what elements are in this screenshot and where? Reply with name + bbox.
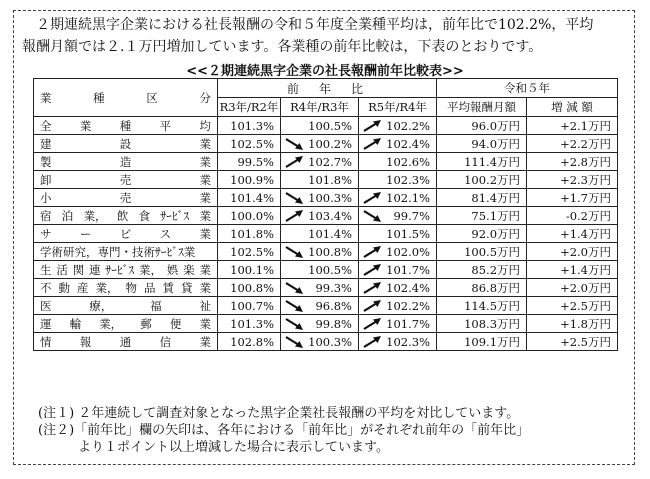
- category-part: サ: [40, 226, 52, 241]
- category-part: 活: [56, 262, 68, 277]
- intro-paragraph: [22, 14, 628, 58]
- r3-ratio-cell-value: 101.4%: [230, 190, 274, 205]
- r4-ratio-cell-value: 101.8%: [308, 172, 352, 187]
- category-part: 情: [40, 334, 52, 349]
- category-part: 娯: [166, 262, 179, 277]
- category-cell: [34, 207, 218, 225]
- category-part: 品: [144, 280, 156, 295]
- r3-ratio-cell-value: 102.8%: [230, 334, 274, 349]
- arrow-up-icon: [361, 335, 383, 349]
- r5-ratio-cell: [359, 225, 437, 243]
- arrow-up-icon: [361, 263, 383, 277]
- category-part: 祉: [199, 298, 211, 313]
- header-col-r3: R3年/R2年: [218, 98, 281, 117]
- avg-monthly-cell: [437, 279, 527, 297]
- r5-ratio-cell: [359, 333, 437, 351]
- r4-ratio-cell-value: 99.8%: [315, 316, 352, 331]
- note-1: (注１) ２年連続して調査対象となった黒字企業社長報酬の平均を対比しています。: [38, 406, 520, 421]
- category-part: 建: [40, 136, 52, 151]
- diff-cell: [527, 297, 618, 315]
- arrow-up-icon: [361, 119, 383, 133]
- arrow-down-icon: [283, 299, 305, 313]
- arrow-down-icon: [283, 317, 305, 331]
- avg-monthly-cell-value: 111.4万円: [464, 154, 521, 169]
- diff-cell: [527, 189, 618, 207]
- category-part: 泊: [61, 208, 74, 223]
- r4-ratio-cell: [281, 315, 359, 333]
- category-part: 楽: [183, 262, 195, 277]
- category-cell: [34, 261, 218, 279]
- r5-ratio-cell-value: 102.3%: [386, 172, 431, 187]
- r4-ratio-cell: [281, 333, 359, 351]
- avg-monthly-cell: [437, 117, 527, 135]
- arrow-up-icon: [361, 245, 383, 259]
- r5-ratio-cell-value: 101.7%: [386, 262, 431, 277]
- table-row: [34, 189, 618, 207]
- r3-ratio-cell: [218, 225, 281, 243]
- diff-cell: [527, 279, 618, 297]
- category-part: 通: [119, 334, 132, 349]
- category-part: 福: [150, 298, 162, 313]
- category-part: 生: [40, 262, 52, 277]
- header-category-char: 区: [146, 90, 158, 105]
- r3-ratio-cell-value: 101.8%: [230, 226, 274, 241]
- category-part: 業: [199, 136, 211, 151]
- category-part: 業: [79, 118, 92, 133]
- r4-ratio-cell: [281, 243, 359, 261]
- table-row: [34, 117, 618, 135]
- header-category: [34, 79, 218, 117]
- avg-monthly-cell-value: 96.0万円: [471, 118, 521, 133]
- r4-ratio-cell-value: 100.5%: [308, 262, 352, 277]
- diff-cell: [527, 207, 618, 225]
- table-row: [34, 171, 618, 189]
- r4-ratio-cell: [281, 117, 359, 135]
- diff-cell-value: +2.0万円: [560, 280, 612, 295]
- category-part: 造: [119, 154, 132, 169]
- category-part: ー: [79, 226, 92, 241]
- note-2: (注２)「前年比」欄の矢印は、各年における「前年比」がそれぞれ前年の「前年比」: [38, 423, 530, 438]
- r5-ratio-cell: [359, 279, 437, 297]
- category-part: 製: [40, 154, 52, 169]
- r3-ratio-cell-value: 102.5%: [230, 244, 274, 259]
- diff-cell-value: +1.7万円: [560, 190, 612, 205]
- arrow-up-icon: [361, 299, 383, 313]
- category-part: 学術研究，専門・技術ｻｰﾋﾞｽ業: [40, 244, 196, 259]
- avg-monthly-cell: [437, 171, 527, 189]
- category-cell: [34, 297, 218, 315]
- category-part: 業: [199, 280, 211, 295]
- category-part: 業，: [99, 316, 123, 331]
- r5-ratio-cell: [359, 315, 437, 333]
- category-cell: [34, 117, 218, 135]
- category-cell: [34, 315, 218, 333]
- r3-ratio-cell: [218, 171, 281, 189]
- avg-monthly-cell-value: 75.1万円: [471, 208, 521, 223]
- intro-line-2: 報酬月額では２.１万円増加しています。各業種の前年比較は，下表のとおりです。: [22, 39, 543, 55]
- avg-monthly-cell: [437, 297, 527, 315]
- arrow-up-icon: [361, 137, 383, 151]
- header-category-char: 業: [40, 90, 52, 105]
- header-col-diff: 増 減 額: [527, 98, 618, 117]
- avg-monthly-cell: [437, 225, 527, 243]
- category-part: 平: [159, 118, 172, 133]
- avg-monthly-cell: [437, 333, 527, 351]
- r4-ratio-cell: [281, 279, 359, 297]
- category-part: 飲: [116, 208, 129, 223]
- r3-ratio-cell-value: 100.9%: [230, 172, 274, 187]
- category-part: 業: [199, 208, 211, 223]
- diff-cell: [527, 261, 618, 279]
- r4-ratio-cell-value: 100.3%: [308, 334, 352, 349]
- r5-ratio-cell: [359, 297, 437, 315]
- diff-cell-value: +2.2万円: [560, 136, 612, 151]
- category-part: 動: [58, 280, 70, 295]
- avg-monthly-cell: [437, 135, 527, 153]
- category-part: 信: [159, 334, 172, 349]
- r3-ratio-cell-value: 99.5%: [237, 154, 274, 169]
- r4-ratio-cell: [281, 189, 359, 207]
- r4-ratio-cell: [281, 153, 359, 171]
- category-cell: [34, 225, 218, 243]
- r3-ratio-cell: [218, 135, 281, 153]
- arrow-up-icon: [361, 317, 383, 331]
- category-part: 医: [40, 298, 52, 313]
- r4-ratio-cell-value: 99.3%: [315, 280, 352, 295]
- comparison-table: [33, 78, 618, 351]
- category-part: 貸: [181, 280, 193, 295]
- category-part: 業: [199, 262, 211, 277]
- arrow-up-icon: [283, 155, 305, 169]
- diff-cell-value: +2.5万円: [560, 298, 612, 313]
- r3-ratio-cell: [218, 243, 281, 261]
- r4-ratio-cell: [281, 171, 359, 189]
- r3-ratio-cell-value: 102.5%: [230, 136, 274, 151]
- category-part: 業，: [83, 208, 107, 223]
- arrow-up-icon: [361, 281, 383, 295]
- table-row: [34, 279, 618, 297]
- r5-ratio-cell: [359, 117, 437, 135]
- category-part: 全: [40, 118, 52, 133]
- intro-line-1: ２期連続黒字企業における社長報酬の令和５年度全業種平均は，前年比で102.2%，平均: [36, 17, 594, 33]
- avg-monthly-cell: [437, 315, 527, 333]
- r3-ratio-cell-value: 100.0%: [230, 208, 274, 223]
- r3-ratio-cell-value: 101.3%: [230, 118, 274, 133]
- r5-ratio-cell: [359, 171, 437, 189]
- category-part: 物: [125, 280, 137, 295]
- avg-monthly-cell-value: 92.0万円: [471, 226, 521, 241]
- r4-ratio-cell-value: 101.4%: [308, 226, 352, 241]
- r4-ratio-cell-value: 100.2%: [308, 136, 352, 151]
- diff-cell-value: -0.2万円: [565, 208, 612, 223]
- table-row: [34, 315, 618, 333]
- category-part: 郵: [140, 316, 152, 331]
- category-part: ｻｰﾋﾞｽ: [105, 262, 135, 277]
- arrow-up-icon: [361, 191, 383, 205]
- r5-ratio-cell: [359, 261, 437, 279]
- category-part: 宿: [40, 208, 52, 223]
- diff-cell: [527, 333, 618, 351]
- r5-ratio-cell: [359, 207, 437, 225]
- diff-cell: [527, 153, 618, 171]
- arrow-down-icon: [283, 191, 305, 205]
- category-part: 業: [199, 334, 211, 349]
- table-title: <<２期連続黒字企業の社長報酬前年比較表>>: [186, 64, 464, 79]
- category-part: 業: [199, 316, 211, 331]
- r5-ratio-cell-value: 102.0%: [386, 244, 431, 259]
- avg-monthly-cell-value: 100.2万円: [464, 172, 521, 187]
- arrow-down-icon: [283, 245, 305, 259]
- diff-cell-value: +2.3万円: [560, 172, 612, 187]
- avg-monthly-cell: [437, 243, 527, 261]
- r5-ratio-cell-value: 101.5%: [386, 226, 431, 241]
- category-part: 業: [199, 172, 211, 187]
- r4-ratio-cell: [281, 297, 359, 315]
- category-part: 療，: [89, 298, 113, 313]
- header-col-r4: R4年/R3年: [281, 98, 359, 117]
- category-part: 業: [199, 226, 211, 241]
- arrow-down-icon: [283, 137, 305, 151]
- category-part: 輸: [69, 316, 82, 331]
- r3-ratio-cell: [218, 333, 281, 351]
- category-part: 連: [89, 262, 101, 277]
- avg-monthly-cell-value: 108.3万円: [464, 316, 521, 331]
- avg-monthly-cell: [437, 207, 527, 225]
- r5-ratio-cell: [359, 243, 437, 261]
- category-part: 設: [119, 136, 132, 151]
- category-part: 売: [119, 172, 132, 187]
- r3-ratio-cell: [218, 261, 281, 279]
- header-category-char: 種: [93, 90, 105, 105]
- category-part: 運: [40, 316, 52, 331]
- r3-ratio-cell-value: 100.7%: [230, 298, 274, 313]
- avg-monthly-cell: [437, 261, 527, 279]
- diff-cell-value: +2.8万円: [560, 154, 612, 169]
- diff-cell: [527, 117, 618, 135]
- arrow-up-icon: [283, 209, 305, 223]
- category-part: 便: [169, 316, 182, 331]
- header-category-char: 分: [199, 90, 211, 105]
- r3-ratio-cell: [218, 189, 281, 207]
- r5-ratio-cell-value: 102.2%: [386, 118, 431, 133]
- category-part: 卸: [40, 172, 52, 187]
- header-col-avg: 平均報酬月額: [437, 98, 527, 117]
- table-row: [34, 225, 618, 243]
- category-part: ス: [159, 226, 172, 241]
- category-part: 種: [119, 118, 132, 133]
- header-yoy-group: 前 年 比: [218, 79, 437, 98]
- avg-monthly-cell-value: 100.5万円: [464, 244, 521, 259]
- arrow-down-icon: [283, 281, 305, 295]
- category-cell: [34, 333, 218, 351]
- category-part: ビ: [119, 226, 132, 241]
- note-2-continued: より１ポイント以上増減した場合に表示しています。: [78, 440, 389, 455]
- diff-cell-value: +2.1万円: [560, 118, 612, 133]
- avg-monthly-cell: [437, 189, 527, 207]
- r5-ratio-cell-value: 102.4%: [386, 136, 431, 151]
- r5-ratio-cell-value: 102.6%: [386, 154, 431, 169]
- r5-ratio-cell-value: 102.3%: [386, 334, 431, 349]
- r3-ratio-cell: [218, 153, 281, 171]
- r4-ratio-cell-value: 100.5%: [308, 118, 352, 133]
- r4-ratio-cell-value: 100.8%: [308, 244, 352, 259]
- category-part: 報: [79, 334, 92, 349]
- category-part: 小: [40, 190, 52, 205]
- arrow-down-icon: [361, 209, 383, 223]
- category-part: 業: [199, 190, 211, 205]
- r4-ratio-cell-value: 96.8%: [315, 298, 352, 313]
- table-row: [34, 333, 618, 351]
- category-part: 賃: [162, 280, 174, 295]
- category-part: 売: [119, 190, 132, 205]
- r5-ratio-cell: [359, 153, 437, 171]
- avg-monthly-cell-value: 86.8万円: [471, 280, 521, 295]
- category-part: 業，: [95, 280, 119, 295]
- table-row: [34, 153, 618, 171]
- avg-monthly-cell-value: 109.1万円: [464, 334, 521, 349]
- header-r5-group: 令和５年: [437, 79, 618, 98]
- r3-ratio-cell-value: 100.8%: [230, 280, 274, 295]
- r3-ratio-cell: [218, 117, 281, 135]
- diff-cell: [527, 315, 618, 333]
- r4-ratio-cell: [281, 225, 359, 243]
- category-part: ｻｰﾋﾞｽ: [160, 208, 190, 223]
- r3-ratio-cell-value: 101.3%: [230, 316, 274, 331]
- r3-ratio-cell: [218, 315, 281, 333]
- r4-ratio-cell: [281, 135, 359, 153]
- r5-ratio-cell-value: 102.1%: [386, 190, 431, 205]
- r5-ratio-cell: [359, 135, 437, 153]
- category-part: 業: [199, 154, 211, 169]
- diff-cell-value: +1.4万円: [560, 262, 612, 277]
- diff-cell: [527, 135, 618, 153]
- r3-ratio-cell: [218, 207, 281, 225]
- category-part: 産: [77, 280, 89, 295]
- table-row: [34, 261, 618, 279]
- avg-monthly-cell-value: 81.4万円: [471, 190, 521, 205]
- category-cell: [34, 135, 218, 153]
- r4-ratio-cell: [281, 207, 359, 225]
- category-part: 不: [40, 280, 52, 295]
- diff-cell: [527, 171, 618, 189]
- r4-ratio-cell: [281, 261, 359, 279]
- r5-ratio-cell-value: 102.4%: [386, 280, 431, 295]
- avg-monthly-cell: [437, 153, 527, 171]
- footnotes: [38, 405, 529, 456]
- r3-ratio-cell-value: 100.1%: [230, 262, 274, 277]
- header-col-r5: R5年/R4年: [359, 98, 437, 117]
- diff-cell-value: +2.5万円: [560, 334, 612, 349]
- category-cell: [34, 279, 218, 297]
- category-part: 食: [138, 208, 151, 223]
- diff-cell-value: +2.0万円: [560, 244, 612, 259]
- r4-ratio-cell-value: 100.3%: [308, 190, 352, 205]
- table-row: [34, 135, 618, 153]
- r5-ratio-cell-value: 99.7%: [393, 208, 431, 223]
- avg-monthly-cell-value: 85.2万円: [471, 262, 521, 277]
- arrow-down-icon: [283, 335, 305, 349]
- r3-ratio-cell: [218, 297, 281, 315]
- diff-cell: [527, 225, 618, 243]
- r4-ratio-cell-value: 103.4%: [308, 208, 352, 223]
- table-row: [34, 297, 618, 315]
- table-row: [34, 243, 618, 261]
- diff-cell-value: +1.8万円: [560, 316, 612, 331]
- category-part: 業，: [138, 262, 162, 277]
- diff-cell-value: +1.4万円: [560, 226, 612, 241]
- r4-ratio-cell-value: 102.7%: [308, 154, 352, 169]
- category-cell: [34, 171, 218, 189]
- diff-cell: [527, 243, 618, 261]
- category-cell: [34, 243, 218, 261]
- r5-ratio-cell-value: 101.7%: [386, 316, 431, 331]
- r3-ratio-cell: [218, 279, 281, 297]
- r5-ratio-cell-value: 102.2%: [386, 298, 431, 313]
- category-part: 均: [199, 118, 211, 133]
- category-cell: [34, 153, 218, 171]
- category-part: 関: [72, 262, 85, 277]
- table-row: [34, 207, 618, 225]
- avg-monthly-cell-value: 94.0万円: [471, 136, 521, 151]
- avg-monthly-cell-value: 114.5万円: [464, 298, 521, 313]
- r5-ratio-cell: [359, 189, 437, 207]
- category-cell: [34, 189, 218, 207]
